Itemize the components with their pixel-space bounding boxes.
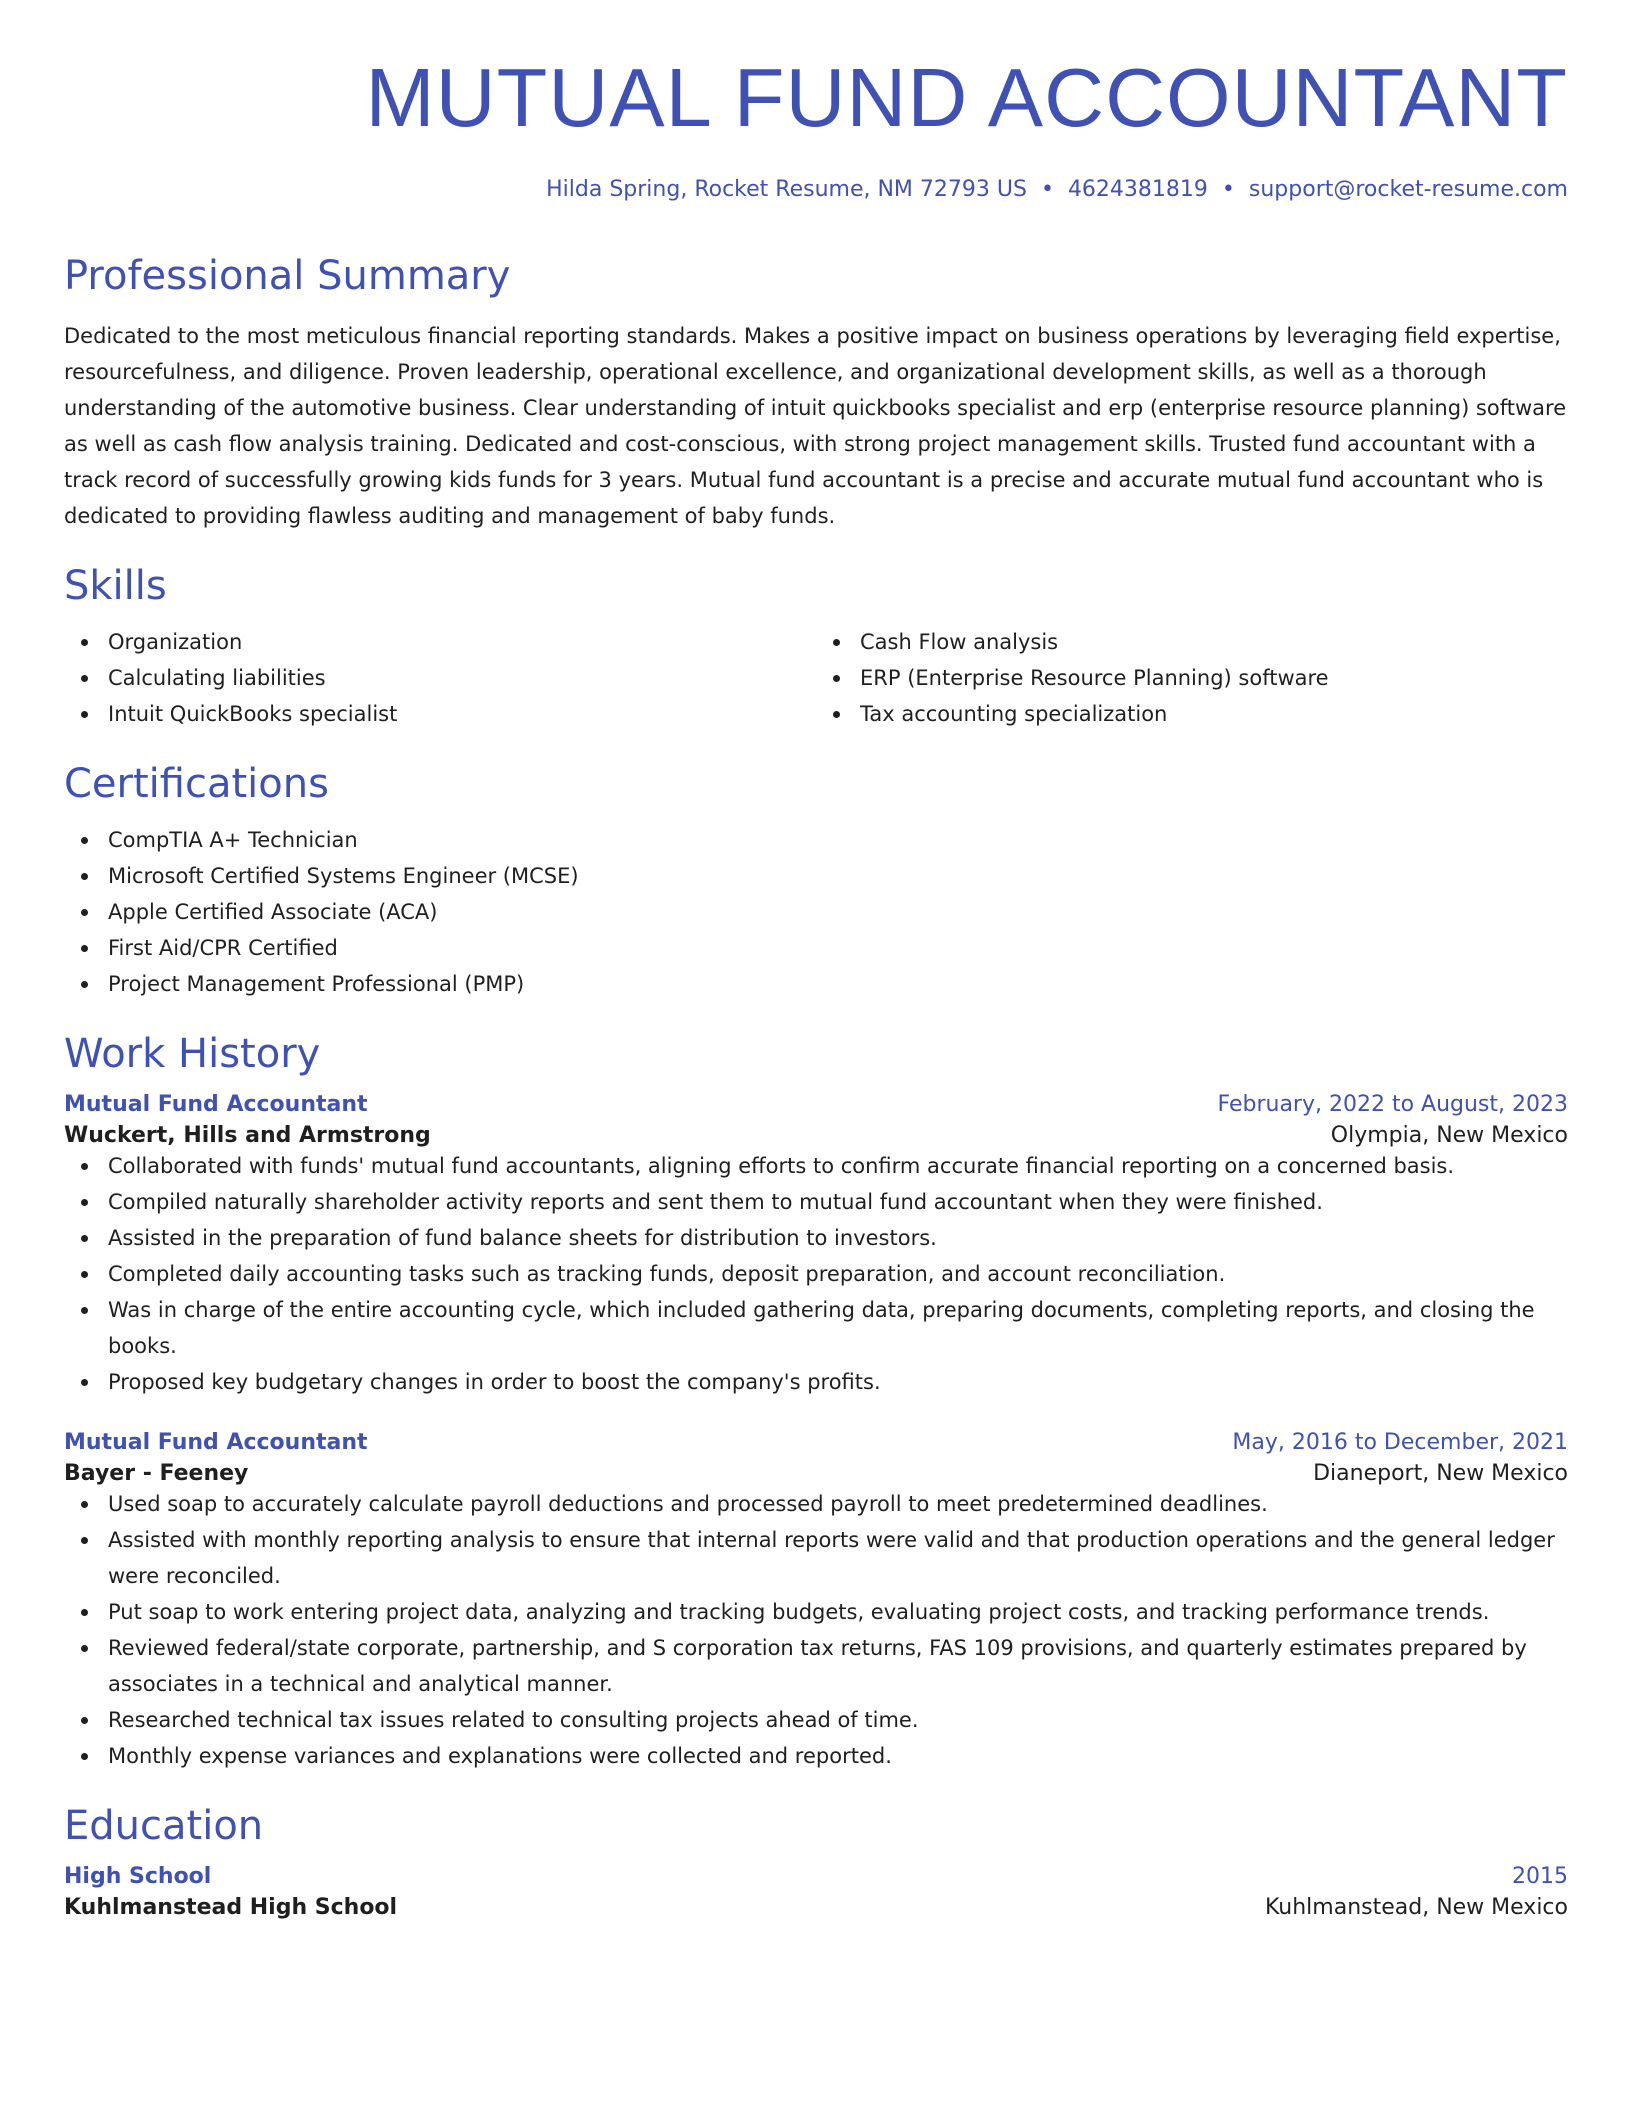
job-header: [64, 1092, 1568, 1117]
education-header: [64, 1864, 1568, 1889]
contact-separator: •: [1221, 177, 1235, 202]
job-bullet: Compiled naturally shareholder activity reports and sent them to mutual fund accountant when they were finished.: [64, 1184, 1568, 1220]
job-dates: February, 2022 to August, 2023: [1217, 1092, 1568, 1117]
skill-item: Organization: [64, 624, 816, 660]
education-subheader: [64, 1895, 1568, 1920]
resume-header: [64, 51, 1568, 202]
job-bullet: Was in charge of the entire accounting cycle, which included gathering data, preparing documents, completing reports, and closing the books.: [64, 1292, 1568, 1364]
job-subheader: [64, 1461, 1568, 1486]
job-bullet: Researched technical tax issues related to consulting projects ahead of time.: [64, 1702, 1568, 1738]
skill-item: ERP (Enterprise Resource Planning) software: [816, 660, 1568, 696]
job-bullet: Put soap to work entering project data, analyzing and tracking budgets, evaluating project costs, and tracking performance trends.: [64, 1594, 1568, 1630]
education-heading: Education: [64, 1803, 264, 1849]
job-bullet: Monthly expense variances and explanations were collected and reported.: [64, 1738, 1568, 1774]
certification-item: Microsoft Certified Systems Engineer (MCSE): [64, 858, 1568, 894]
skills-list: [64, 624, 1568, 732]
job-entry: [64, 1092, 1568, 1400]
education-entry: [64, 1864, 1568, 1920]
job-company: Bayer - Feeney: [64, 1461, 249, 1486]
job-entry: [64, 1430, 1568, 1774]
education-school: Kuhlmanstead High School: [64, 1895, 398, 1920]
summary-text: Dedicated to the most meticulous financial reporting standards. Makes a positive impact on business operations by leveraging field expertise, resourcefulness, and diligence. Proven leadership, operational excellence, and organizational development skills, as well as a thorough understanding of the automotive business. Clear understanding of intuit quickbooks specialist and erp (enterprise resource planning) software as well as cash flow analysis training. Dedicated and cost-conscious, with strong project management skills. Trusted fund accountant with a track record of successfully growing kids funds for 3 years. Mutual fund accountant is a precise and accurate mutual fund accountant who is dedicated to providing flawless auditing and management of baby funds.: [64, 324, 1567, 528]
skill-item: Cash Flow analysis: [816, 624, 1568, 660]
job-bullet: Completed daily accounting tasks such as tracking funds, deposit preparation, and account reconciliation.: [64, 1256, 1568, 1292]
certification-item: Project Management Professional (PMP): [64, 966, 1568, 1002]
job-subheader: [64, 1123, 1568, 1148]
skill-item: Tax accounting specialization: [816, 696, 1568, 732]
job-header: [64, 1430, 1568, 1455]
work-history-heading: Work History: [64, 1031, 321, 1077]
education-location: Kuhlmanstead, New Mexico: [1264, 1895, 1568, 1920]
education-degree: High School: [64, 1864, 212, 1889]
skill-item: Intuit QuickBooks specialist: [64, 696, 816, 732]
job-bullet: Used soap to accurately calculate payroll deductions and processed payroll to meet predetermined deadlines.: [64, 1486, 1568, 1522]
certification-item: Apple Certified Associate (ACA): [64, 894, 1568, 930]
job-bullet: Assisted in the preparation of fund balance sheets for distribution to investors.: [64, 1220, 1568, 1256]
job-location: Dianeport, New Mexico: [1313, 1461, 1568, 1486]
job-bullet: Assisted with monthly reporting analysis to ensure that internal reports were valid and that production operations and the general ledger were reconciled.: [64, 1522, 1568, 1594]
contact-separator: •: [1040, 177, 1054, 202]
contact-phone: 4624381819: [1067, 177, 1208, 202]
certifications-heading: Certifications: [64, 761, 329, 807]
certifications-list: [64, 822, 1568, 1002]
job-bullet: Proposed key budgetary changes in order to boost the company's profits.: [64, 1364, 1568, 1400]
skill-item: Calculating liabilities: [64, 660, 816, 696]
job-bullet: Collaborated with funds' mutual fund accountants, aligning efforts to confirm accurate financial reporting on a concerned basis.: [64, 1148, 1568, 1184]
resume-title: MUTUAL FUND ACCOUNTANT: [365, 51, 1568, 144]
skills-heading: Skills: [64, 563, 167, 609]
job-role: Mutual Fund Accountant: [64, 1092, 368, 1117]
education-year: 2015: [1512, 1864, 1568, 1889]
contact-email[interactable]: support@rocket-resume.com: [1248, 177, 1568, 202]
job-role: Mutual Fund Accountant: [64, 1430, 368, 1455]
job-bullets: [64, 1148, 1568, 1400]
skills-column-left: [64, 624, 816, 732]
skills-column-right: [816, 624, 1568, 732]
job-company: Wuckert, Hills and Armstrong: [64, 1123, 431, 1148]
contact-address: Hilda Spring, Rocket Resume, NM 72793 US: [546, 177, 1027, 202]
summary-heading: Professional Summary: [64, 253, 511, 299]
job-bullets: [64, 1486, 1568, 1774]
contact-line: [64, 177, 1568, 202]
certification-item: First Aid/CPR Certified: [64, 930, 1568, 966]
job-location: Olympia, New Mexico: [1330, 1123, 1568, 1148]
certification-item: CompTIA A+ Technician: [64, 822, 1568, 858]
job-bullet: Reviewed federal/state corporate, partnership, and S corporation tax returns, FAS 109 provisions, and quarterly estimates prepared by associates in a technical and analytical manner.: [64, 1630, 1568, 1702]
job-dates: May, 2016 to December, 2021: [1232, 1430, 1568, 1455]
